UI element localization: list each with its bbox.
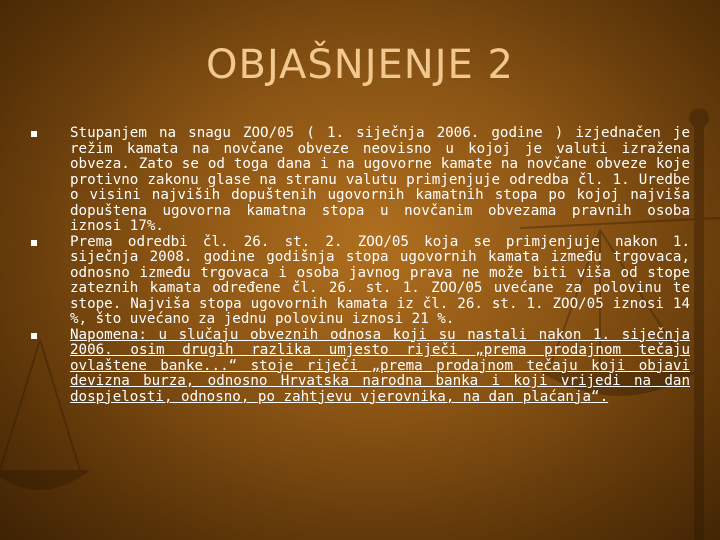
square-bullet-icon bbox=[31, 240, 37, 246]
bullet-item-2 bbox=[30, 235, 690, 328]
bullet-text-2: Prema odredbi čl. 26. st. 2. ZOO/05 koja se primjenjuje nakon 1. siječnja 2008. godine godišnja stopa ugovornih kamata između trgovaca, odnosno između trgovaca i osoba javnog prava ne može biti viša od stope zateznih kamata određene čl. 26. st. 1. ZOO/05 uvećane za polovinu te stope. Najviša stopa ugovornih kamata iz čl. 26. st. 1. ZOO/05 iznosi 14 %, što uvećano za jednu polovinu iznosi 21 %. bbox=[70, 233, 690, 327]
bullet-text-3-note: Napomena: u slučaju obveznih odnosa koji su nastali nakon 1. siječnja 2006. osim drugih razlika umjesto riječi „prema prodajnom tečaju ovlaštene banke...“ stoje riječi „prema prodajnom tečaju koji objavi devizna burza, odnosno Hrvatska narodna banka i koji vrijedi na dan dospjelosti, odnosno, po zahtjevu vjerovnika, na dan plaćanja“. bbox=[70, 326, 690, 405]
slide-title: OBJAŠNJENJE 2 bbox=[206, 42, 514, 88]
square-bullet-icon bbox=[31, 131, 37, 137]
bullet-item-3 bbox=[30, 328, 690, 406]
square-bullet-icon bbox=[31, 333, 37, 339]
bullet-item-1 bbox=[30, 126, 690, 235]
bullet-list bbox=[30, 126, 690, 405]
bullet-text-1: Stupanjem na snagu ZOO/05 ( 1. siječnja 2006. godine ) izjednačen je režim kamata na novčane obveze neovisno u kojoj je valuti izražena obveza. Zato se od toga dana i na ugovorne kamate na novčane obveze koje protivno zakonu glase na stranu valutu primjenjuje odredba čl. 1. Uredbe o visini najviših dopuštenih ugovornih kamatnih stopa po kojoj najviša dopuštena ugovorna kamatna stopa u novčanim obvezama pravnih osoba iznosi 17%. bbox=[70, 125, 690, 234]
